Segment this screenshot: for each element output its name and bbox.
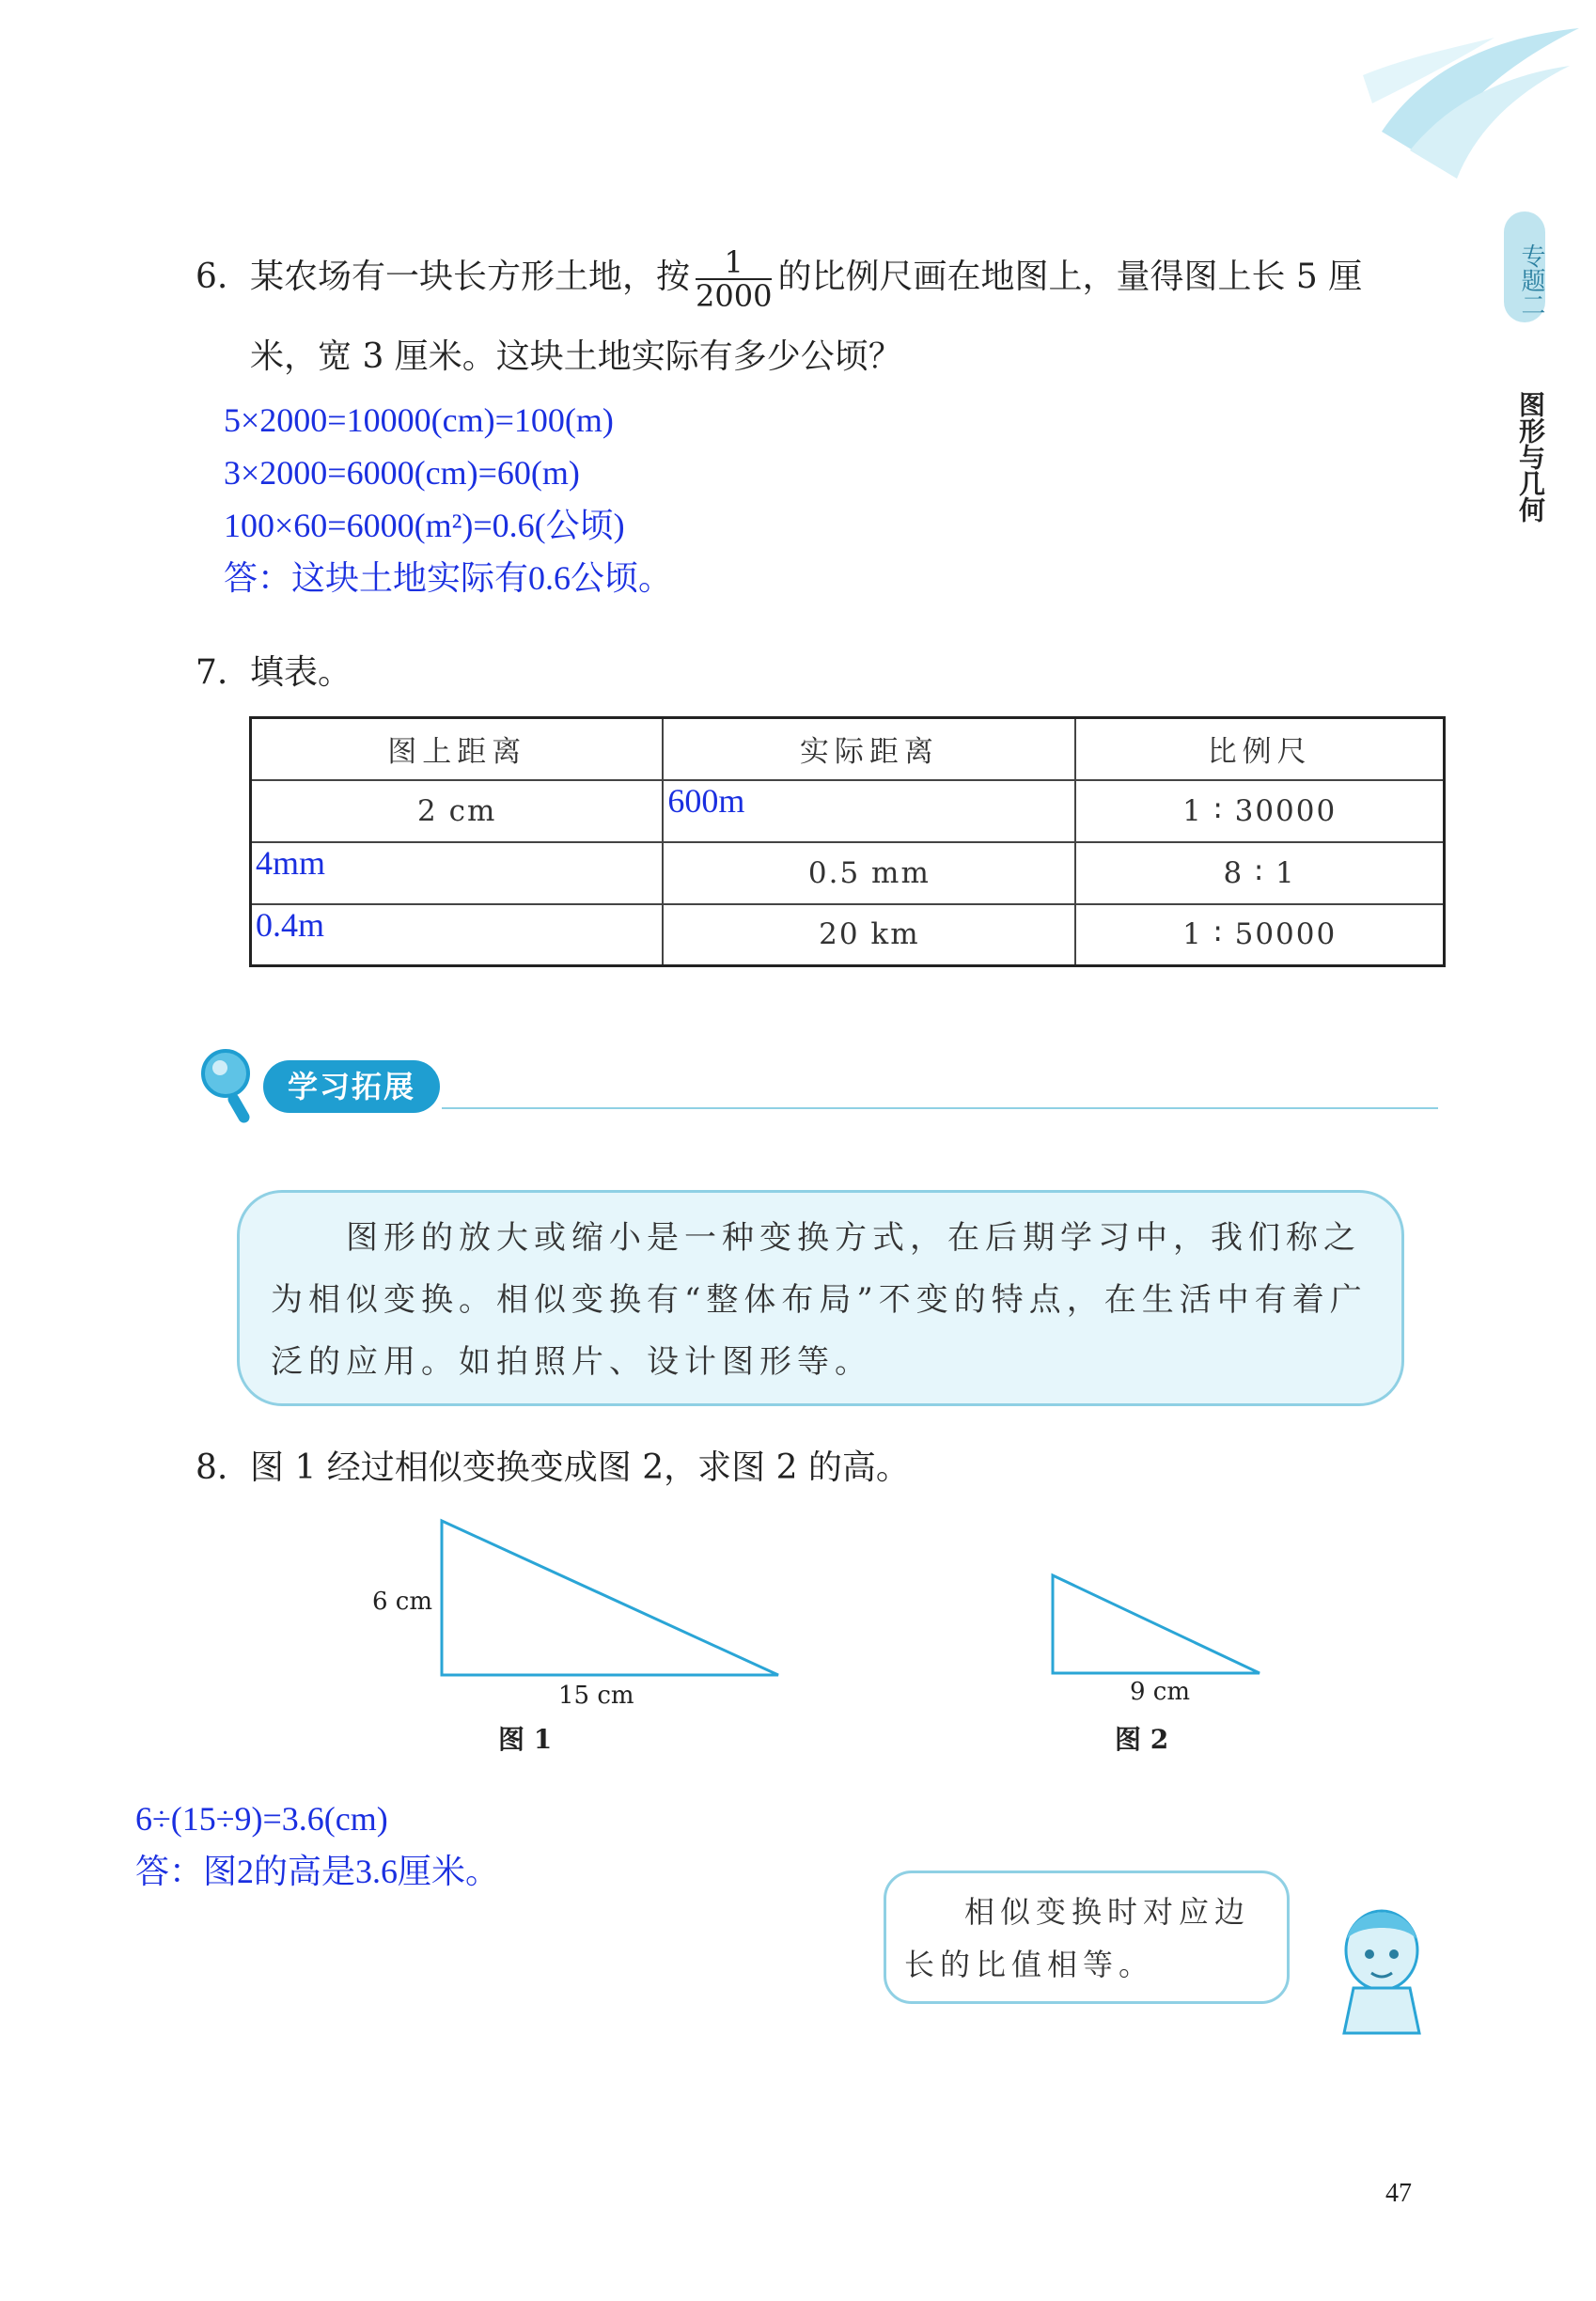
table-header: 实际距离 xyxy=(663,718,1075,780)
section-badge: 学习拓展 xyxy=(263,1060,440,1113)
table-cell: 2 cm xyxy=(251,780,664,842)
answer-line: 100×60=6000(m²)=0.6(公顷) xyxy=(224,507,625,544)
answer-line: 答：这块土地实际有0.6公顷。 xyxy=(224,559,673,597)
table-header: 图上距离 xyxy=(251,718,664,780)
question-text: 图 1 经过相似变换变成图 2，求图 2 的高。 xyxy=(250,1448,910,1487)
table-cell: 20 km xyxy=(663,904,1075,966)
question-6-line-2: 米，宽 3 厘米。这块土地实际有多少公顷？ xyxy=(250,337,902,376)
tip-text: 相似变换时对应边长的比值相等。 xyxy=(904,1894,1251,1982)
question-7 xyxy=(196,652,352,694)
answer-line: 5×2000=10000(cm)=100(m) xyxy=(224,401,614,439)
question-6 xyxy=(196,246,1362,312)
question-number: 7. xyxy=(196,653,228,692)
table-row xyxy=(251,842,1445,904)
triangle-figure-2 xyxy=(1053,1575,1260,1673)
fig1-base-label: 15 cm xyxy=(558,1682,634,1710)
question-8 xyxy=(196,1448,910,1489)
answer-line: 答：图2的高是3.6厘米。 xyxy=(135,1853,500,1890)
page-number: 47 xyxy=(1385,2179,1412,2208)
fig1-caption: 图 1 xyxy=(498,1724,553,1755)
answer-cell: 4mm xyxy=(251,842,664,904)
fraction-numerator: 1 xyxy=(696,246,772,280)
table-cell: 0.5 mm xyxy=(663,842,1075,904)
table-cell: 8 ∶ 1 xyxy=(1075,842,1444,904)
cartoon-boy-icon xyxy=(1321,1894,1443,2035)
question-number: 6. xyxy=(196,258,228,296)
question-text: 某农场有一块长方形土地，按 xyxy=(250,258,691,296)
side-tab-label: 专题二 xyxy=(1517,243,1545,317)
answer-line: 3×2000=6000(cm)=60(m) xyxy=(224,454,580,492)
answer-line: 6÷(15÷9)=3.6(cm) xyxy=(135,1800,388,1838)
answer-cell: 0.4m xyxy=(251,904,664,966)
fraction-denominator: 2000 xyxy=(696,278,773,314)
fig2-base-label: 9 cm xyxy=(1130,1678,1191,1706)
table-cell: 1 ∶ 50000 xyxy=(1075,904,1444,966)
section-divider xyxy=(442,1107,1438,1109)
scale-table xyxy=(249,716,1446,967)
scale-fraction xyxy=(696,246,772,312)
table-cell: 1 ∶ 30000 xyxy=(1075,780,1444,842)
side-section-title: 图形与几何 xyxy=(1515,391,1546,523)
note-text: 图形的放大或缩小是一种变换方式，在后期学习中，我们称之为相似变换。相似变换有“整体布局”不变的特点，在生活中有着广泛的应用。如拍照片、设计图形等。 xyxy=(271,1219,1368,1381)
table-header-row xyxy=(251,718,1445,780)
decorative-splash xyxy=(1353,19,1596,207)
magnifier-icon xyxy=(196,1045,261,1130)
fig1-height-label: 6 cm xyxy=(372,1588,433,1616)
table-row xyxy=(251,904,1445,966)
table-row xyxy=(251,780,1445,842)
answer-cell: 600m xyxy=(663,780,1075,842)
question-text: 填表。 xyxy=(250,653,352,692)
fig2-caption: 图 2 xyxy=(1115,1724,1169,1755)
question-number: 8. xyxy=(196,1448,228,1487)
table-header: 比例尺 xyxy=(1075,718,1444,780)
triangle-figure-1 xyxy=(442,1521,778,1675)
question-text: 的比例尺画在地图上，量得图上长 5 厘 xyxy=(777,258,1363,296)
